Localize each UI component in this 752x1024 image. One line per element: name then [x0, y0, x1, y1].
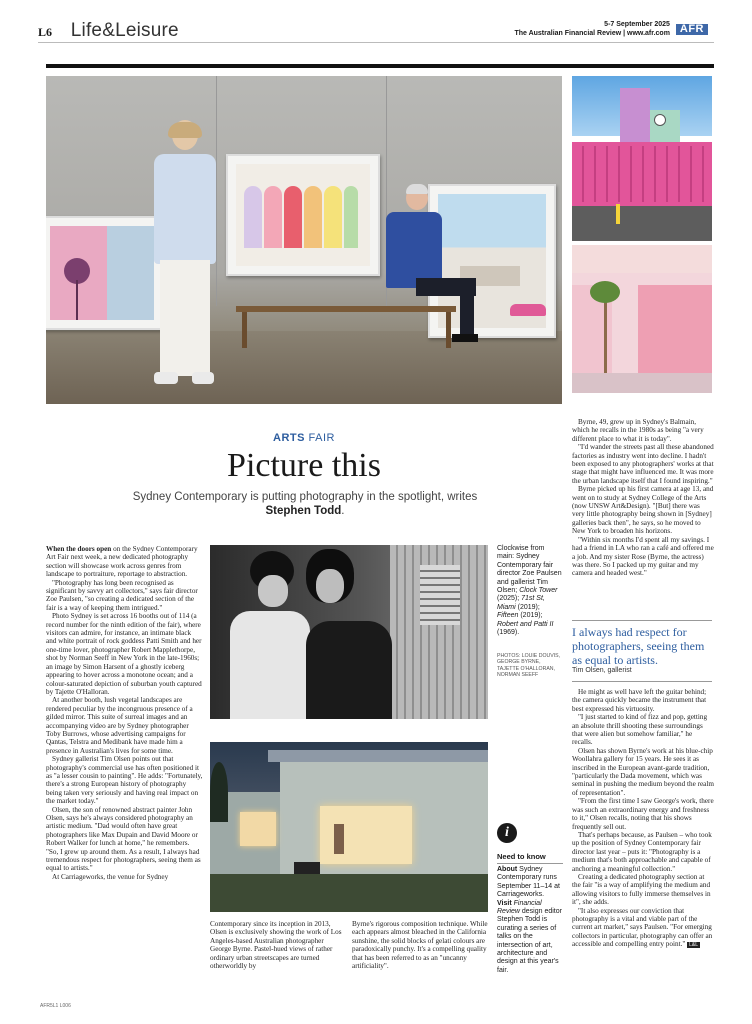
- final-paragraph-text: "It also expresses our conviction that photography is a vital and viable part of the current art market," says Paulsen. "For emerging collectors in particular, photography can offer an accessible and compelling entry point.": [572, 906, 713, 949]
- need-to-know-visit: [497, 900, 565, 976]
- pull-quote-rule-top: [572, 620, 712, 621]
- page-number: L6: [38, 25, 53, 39]
- page-header-left: [38, 20, 179, 42]
- need-to-know-body: [497, 866, 565, 975]
- issue-date: 5-7 September 2025: [604, 21, 670, 28]
- need-to-know-rule: [497, 863, 563, 864]
- body-paragraph: Olsen has shown Byrne's work at his blue-chip Woollahra gallery for 15 years. He sees it as inscribed in the European avant-garde tradition, "particularly the Dada movement, which was seminal in pushing the medium beyond the realm of representation".: [572, 746, 714, 797]
- page-header-right: [514, 20, 708, 38]
- kicker-fair: FAIR: [304, 432, 335, 444]
- pull-quote-rule-bottom: [572, 681, 712, 682]
- body-paragraph: [572, 907, 714, 950]
- standfirst-text: Sydney Contemporary is putting photography in the spotlight, writes: [132, 491, 478, 503]
- body-paragraph: Contemporary since its inception in 2013, Olsen is exclusively showing the work of Los Angeles-based Australian photographer George Byrne. Pastel-hued views of rather ordinary urban streetscapes are turned otherworldly by: [210, 920, 342, 971]
- body-paragraph: Creating a dedicated photography section at the fair "is a way of amplifying the medium and allowing visitors to fully immerse themselves in it", she adds.: [572, 872, 711, 907]
- body-paragraph: Sydney gallerist Tim Olsen points out that photography's commercial use has often positioned it as "a lesser cousin to painting". He adds: "Fortunately, there's a strong European history of photography being taken very seriously and having real impact on the market today.": [46, 755, 203, 806]
- header-rule: [38, 42, 714, 43]
- caption-work-title: Robert and Patti II: [497, 620, 554, 628]
- bench-leg: [242, 312, 247, 348]
- end-mark: L&L: [689, 942, 699, 949]
- body-paragraph: "I'd wander the streets past all these abandoned factories as industry went into decline. I hadn't been exposed to any photographers' works at that stage that might have influenced me. It was more the urban landscape itself that I found inspiring.": [572, 443, 714, 485]
- body-paragraph: Byrne, 49, grew up in Sydney's Balmain, which he recalls in the 1980s as being "a very different place to what it is today".: [572, 418, 704, 443]
- pull-quote-attribution: Tim Olsen, gallerist: [572, 667, 632, 674]
- publication-line: The Australian Financial Review | www.afr.com: [514, 30, 670, 37]
- afr-logo: AFR: [676, 24, 708, 35]
- body-column-3: [352, 920, 490, 970]
- body-paragraph: Byrne picked up his first camera at age 13, and went on to study at Sydney College of the Arts (now UNSW Art&Design). "[But] there was very little photography being shown in [Sydney] galleries back then", he says, so he moved to New York to broaden his horizons.: [572, 485, 714, 536]
- lead-paragraph: [46, 545, 203, 579]
- body-paragraph: "From the first time I saw George's work, there was such an extraordinary energy and freshness to it," Olsen recalls, noting that his shows frequently sell out.: [572, 797, 714, 831]
- body-paragraph: At Carriageworks, the venue for Sydney: [52, 872, 169, 881]
- photo-fifteen: [210, 742, 488, 912]
- lead-text: on the Sydney Contemporary Art Fair next week, a new dedicated photography section will showcase work across genres from landscape to portraiture, reportage to abstraction.: [46, 545, 198, 579]
- body-paragraph: Photo Sydney is set across 16 booths out of 114 (a record number for the ninth edition of the fair), where visitors can admire, for instance, an intimate black and white portrait of rock goddess Patti Smith and her one-time lover, photographer Robert Mapplethorpe, shot by Norman Seeff in New York in the late-1960s; an image by Simon Harsent of a ghostly iceberg appearing to hover across a monotone ocean; and a colour-saturated depiction of suburban youth captured by Tajette O'Halloran.: [46, 612, 202, 696]
- body-column-right-bottom: [572, 688, 714, 950]
- standfirst: [110, 490, 500, 518]
- body-paragraph: He might as well have left the guitar behind; the camera quickly became the instrument that best expressed his virtuosity.: [572, 688, 707, 713]
- caption-year: (2019);: [518, 612, 543, 620]
- person-tim-olsen: [376, 186, 486, 346]
- caption-year: (2019);: [515, 603, 540, 611]
- main-photo-paulsen-olsen: [46, 76, 562, 404]
- body-paragraph: Olsen, the son of renowned abstract painter John Olsen, says he's always considered photography an artistic medium. "Dad would often have great photographers like Max Dupain and David Moore or Robert Walker for lunch at home," he remembers. "So, I grew up around them. As a result, I always had tremendous respect for photographers, seeing them as equal to artists.": [46, 805, 201, 873]
- article-kicker: [46, 432, 562, 444]
- visit-text: design editor Stephen Todd is curating a series of talks on the intersection of art, architecture and design at this year's fair.: [497, 908, 562, 974]
- byline-author: Stephen Todd: [265, 505, 342, 517]
- info-icon: i: [497, 823, 517, 843]
- body-paragraph: "Photography has long been recognised as significant by savvy art collectors," says fair director Zoe Paulsen, "so creating a dedicated section of the fair is a way of keeping them intrigued.": [46, 578, 198, 612]
- section-title: Life&Leisure: [70, 20, 179, 41]
- body-column-2: [210, 920, 346, 970]
- body-paragraph: Byrne's rigorous composition technique. While each appears almost bleached in the California sunshine, the solid blocks of gelati colours are paradoxically punchy. It's a compelling quality that has been referred to as an "uncanny artificiality".: [352, 920, 488, 971]
- visit-publication: Financial Review: [497, 899, 542, 916]
- caption-year: (1969).: [497, 629, 520, 637]
- caption-work-title: Clock Tower: [519, 587, 558, 595]
- photo-71st-st-miami: [572, 245, 712, 393]
- headline: Picture this: [227, 447, 381, 484]
- caption-work-title: Fifteen: [497, 612, 519, 620]
- photo-robert-and-patti: [210, 545, 488, 719]
- standfirst-end: .: [341, 505, 345, 517]
- caption-work-title: 71st St, Miami: [497, 595, 545, 611]
- body-paragraph: At another booth, lush vegetal landscapes are rendered peculiar by the incongruous presence of a gilded mirror. This suite of surreal images and an accompanying video are by Sydney photographer Toby Burrows, whose advertising campaigns for Qantas, Telstra and Medibank have made him a presence in Australian's lives for some time.: [46, 696, 193, 755]
- kicker-arts: ARTS: [273, 432, 305, 444]
- framed-print-arches: [226, 154, 380, 276]
- photo-clock-tower: [572, 76, 712, 241]
- about-text: Sydney Contemporary runs September 11–14 at Carriageworks.: [497, 866, 560, 899]
- caption-year: (2025);: [497, 595, 522, 603]
- lead-in: When the doors open: [46, 545, 112, 553]
- body-paragraph: "Within six months I'd spent all my savings. I had a friend in LA who ran a café and offered me a job. And my sister Rose (Byrne, the actress) was there. So I packed up my guitar and my camera and headed west.": [572, 535, 714, 578]
- photo-credits: PHOTOS: LOUIE DOUVIS, GEORGE BYRNE, TAJETTE O'HALLORAN, NORMAN SEEFF: [497, 653, 561, 679]
- photo-caption: [497, 545, 563, 637]
- pull-quote: I always had respect for photographers, seeing them as equal to artists.: [572, 625, 705, 667]
- body-column-1: [46, 545, 203, 881]
- person-zoe-paulsen: [142, 120, 232, 392]
- body-paragraph: "I just started to kind of fizz and pop, getting an absolute thrill shooting these surroundings that were alien but somehow familiar," he recalls.: [572, 713, 708, 747]
- need-to-know-about: [497, 866, 565, 900]
- article-top-rule: [46, 64, 714, 68]
- body-column-right-top: [572, 418, 714, 578]
- body-paragraph: That's perhaps because, as Paulsen – who took up the position of Sydney Contemporary fair director last year – puts it: "Photography is a medium that's both approachable and capable of anchoring a meaningful collection.": [572, 830, 712, 873]
- about-label: About: [497, 866, 518, 873]
- visit-label: Visit: [497, 899, 512, 907]
- page-footer-code: AFR5L1 L006: [40, 1003, 71, 1009]
- need-to-know-title: Need to know: [497, 852, 546, 861]
- caption-text: Clockwise from main: Sydney Contemporary fair director Zoe Paulsen and gallerist Tim Olsen;: [497, 545, 562, 595]
